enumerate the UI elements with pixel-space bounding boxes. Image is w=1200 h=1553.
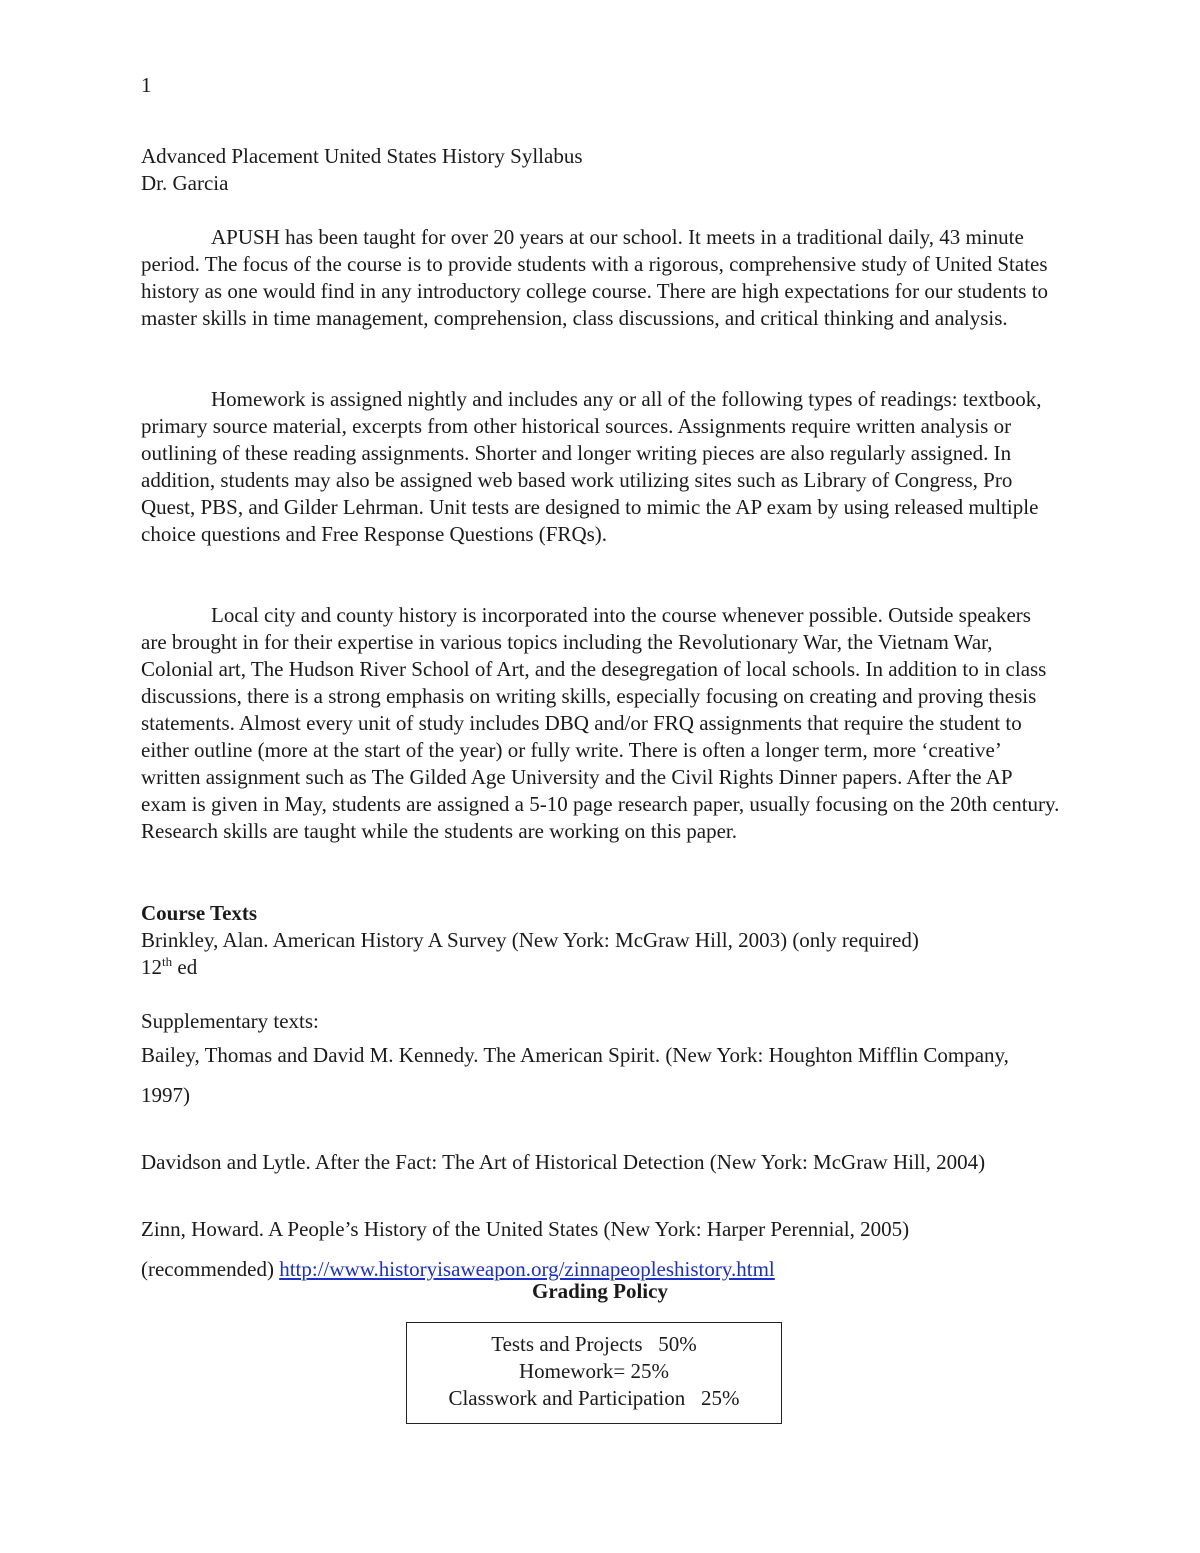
homework-paragraph bbox=[141, 386, 1061, 548]
supplementary-list bbox=[141, 1035, 1061, 1289]
grading-policy-title: Grading Policy bbox=[532, 1279, 668, 1303]
paragraph-course-overview: APUSH has been taught for over 20 years at our school. It meets in a traditional daily, 43 minute period. The focus of the course is to provide students with a rigorous, comprehensive study of United States history as one would find in any introductory college course. There are high expectations for our students to master skills in time management, comprehension, class discussions, and critical thinking and analysis. bbox=[141, 225, 1049, 330]
document-header bbox=[141, 143, 583, 197]
grading-row-tests: Tests and Projects 50% bbox=[491, 1332, 697, 1356]
edition-number: 12 bbox=[141, 955, 162, 979]
supplementary-item-bailey: Bailey, Thomas and David M. Kennedy. The American Spirit. (New York: Houghton Mifflin Company, 1997) bbox=[141, 1043, 1009, 1107]
paragraph-homework: Homework is assigned nightly and includes any or all of the following types of readings: textbook, primary source material, excerpts from other historical sources. Assignments require written analysis or outlining of these reading assignments. Shorter and longer writing pieces are also regularly assigned. In addition, students may also be assigned web based work utilizing sites such as Library of Congress, Pro Quest, PBS, and Gilder Lehrman. Unit tests are designed to mimic the AP exam by using released multiple choice questions and Free Response Questions (FRQs). bbox=[141, 387, 1042, 546]
page-number: 1 bbox=[141, 73, 152, 97]
paragraph-local-history: Local city and county history is incorporated into the course whenever possible. Outside speakers are brought in for their expertise in various topics including the Revolutionary War, the Vietnam War, Colonial art, The Hudson River School of Art, and the desegregation of local schools. In addition to in class discussions, there is a strong emphasis on writing skills, especially focusing on creating and proving thesis statements. Almost every unit of study includes DBQ and/or FRQ assignments that require the student to either outline (more at the start of the year) or fully write. There is often a longer term, more ‘creative’ written assignment such as The Gilded Age University and the Civil Rights Dinner papers. After the AP exam is given in May, students are assigned a 5-10 page research paper, usually focusing on the 20th century. Research skills are taught while the students are working on this paper. bbox=[141, 603, 1060, 843]
edition-suffix: th bbox=[162, 954, 173, 969]
edition-label: ed bbox=[172, 955, 198, 979]
supplementary-item-davidson: Davidson and Lytle. After the Fact: The Art of Historical Detection (New York: McGraw Hill, 2004) bbox=[141, 1150, 986, 1174]
document-title: Advanced Placement United States History Syllabus bbox=[141, 144, 583, 168]
zinn-website-link[interactable]: http://www.historyisaweapon.org/zinnapeopleshistory.html bbox=[279, 1257, 775, 1281]
zinn-citation: Zinn, Howard. A People’s History of the United States (New York: Harper Perennial, 2005) bbox=[141, 1217, 910, 1241]
local-history-paragraph bbox=[141, 602, 1061, 845]
required-textbook bbox=[141, 927, 1061, 981]
supplementary-label: Supplementary texts: bbox=[141, 1009, 319, 1033]
course-texts-heading: Course Texts bbox=[141, 901, 258, 925]
grading-policy-box bbox=[406, 1322, 782, 1424]
document-author: Dr. Garcia bbox=[141, 171, 229, 195]
grading-row-homework: Homework= 25% bbox=[518, 1359, 670, 1383]
recommended-prefix: (recommended) bbox=[141, 1257, 280, 1281]
grading-row-classwork: Classwork and Participation 25% bbox=[448, 1386, 740, 1410]
supplementary-item-zinn bbox=[141, 1209, 1061, 1289]
intro-paragraph bbox=[141, 224, 1061, 332]
required-textbook-citation: Brinkley, Alan. American History A Survey (New York: McGraw Hill, 2003) (only required) bbox=[141, 928, 919, 952]
